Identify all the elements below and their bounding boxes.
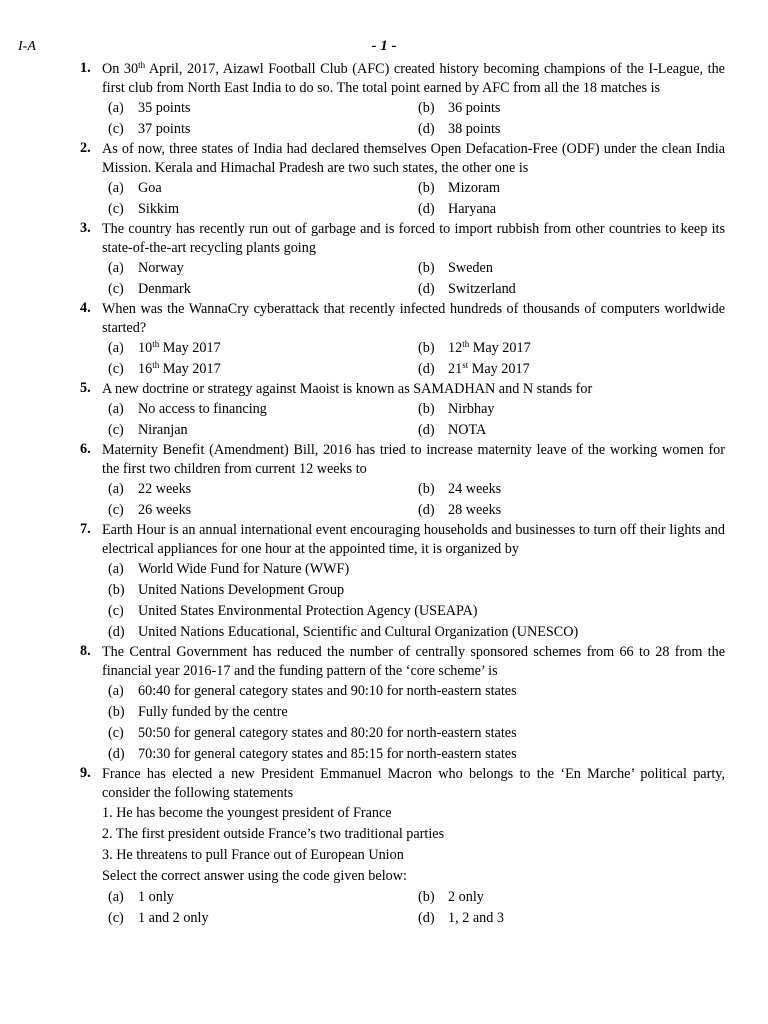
option (418, 500, 728, 521)
option-text: Sikkim (138, 201, 179, 217)
option (418, 119, 728, 140)
option-text: Nirbhay (448, 401, 495, 417)
option-text: 12th May 2017 (448, 339, 531, 356)
option (108, 702, 728, 723)
option (418, 258, 728, 279)
option-text: 21st May 2017 (448, 360, 530, 377)
option-label: (c) (108, 201, 124, 217)
option-label: (c) (108, 725, 124, 741)
option (108, 479, 418, 500)
option (418, 479, 728, 500)
option-text: Goa (138, 180, 162, 196)
option (418, 887, 728, 908)
question-number: 5. (80, 380, 91, 396)
option-label: (b) (108, 582, 125, 598)
option-text: Fully funded by the centre (138, 704, 288, 720)
question-number: 8. (80, 643, 91, 659)
question-text: Earth Hour is an annual international event encouraging households and businesses to turn off their lights and electrical appliances for one hour at the appointed time, it is organized by (102, 522, 725, 557)
option-label: (b) (418, 260, 435, 276)
option-text: Norway (138, 260, 184, 276)
option (418, 420, 728, 441)
option-label: (a) (108, 481, 124, 497)
question-text: A new doctrine or strategy against Maoist is known as SAMADHAN and N stands for (102, 381, 593, 397)
question-number: 2. (80, 140, 91, 156)
option-label: (b) (108, 704, 125, 720)
options (108, 681, 725, 765)
option-label: (d) (418, 201, 435, 217)
option-label: (c) (108, 910, 124, 926)
option (108, 420, 418, 441)
option-text: Mizoram (448, 180, 501, 196)
option-text: World Wide Fund for Nature (WWF) (138, 561, 350, 577)
options (108, 98, 725, 140)
option-label: (d) (418, 121, 435, 137)
question-7 (80, 521, 725, 643)
option-text: Denmark (138, 281, 191, 297)
question-number: 7. (80, 521, 91, 537)
option-text: 60:40 for general category states and 90:10 for north-eastern states (138, 683, 517, 699)
option (108, 887, 418, 908)
option-label: (d) (418, 910, 435, 926)
option-label: (b) (418, 180, 435, 196)
question-3 (80, 220, 725, 300)
question-number: 6. (80, 441, 91, 457)
option-text: 1 and 2 only (138, 910, 209, 926)
options (108, 559, 725, 643)
option (108, 744, 728, 765)
question-text: As of now, three states of India had declared themselves Open Defacation-Free (ODF) under the clean India Mission. Kerala and Himachal Pradesh are two such states, the other one is (102, 141, 725, 176)
question-5 (80, 380, 725, 441)
instruction-text: Select the correct answer using the code given below: (102, 868, 407, 884)
question-text: On 30th April, 2017, Aizawl Football Club (AFC) created history becoming champions of the I-League, the first club from North East India to do so. The total point earned by AFC from all the 18 matches is (102, 60, 725, 96)
option-label: (b) (418, 401, 435, 417)
option (108, 399, 418, 420)
question-2 (80, 140, 725, 220)
option (108, 338, 418, 359)
option-text: 50:50 for general category states and 80:20 for north-eastern states (138, 725, 517, 741)
option-text: United States Environmental Protection Agency (USEAPA) (138, 603, 478, 619)
statement: 3. He threatens to pull France out of European Union (102, 847, 404, 863)
option-text: 2 only (448, 889, 484, 905)
question-text: The Central Government has reduced the number of centrally sponsored schemes from 66 to 28 from the financial year 2016-17 and the funding pattern of the ‘core scheme’ is (102, 644, 725, 679)
option-text: 16th May 2017 (138, 360, 221, 377)
option-label: (a) (108, 340, 124, 356)
question-number: 9. (80, 765, 91, 781)
option-text: 24 weeks (448, 481, 502, 497)
option (108, 98, 418, 119)
statement: 1. He has become the youngest president of France (102, 805, 392, 821)
question-list (80, 60, 725, 929)
question-text: When was the WannaCry cyberattack that recently infected hundreds of thousands of computers worldwide started? (102, 301, 725, 336)
option-label: (b) (418, 481, 435, 497)
option-label: (c) (108, 361, 124, 377)
option (418, 338, 728, 359)
option-text: 38 points (448, 121, 501, 137)
option (418, 279, 728, 300)
question-8 (80, 643, 725, 765)
option-text: Niranjan (138, 422, 188, 438)
option-label: (d) (418, 422, 435, 438)
option-text: NOTA (448, 422, 487, 438)
option-label: (a) (108, 683, 124, 699)
option-label: (a) (108, 180, 124, 196)
paper-code: I-A (18, 39, 36, 54)
option (418, 199, 728, 220)
option (418, 359, 728, 380)
options (108, 887, 725, 929)
options (108, 258, 725, 300)
option (108, 199, 418, 220)
option-text: Haryana (448, 201, 497, 217)
option-text: Sweden (448, 260, 493, 276)
option-label: (c) (108, 422, 124, 438)
option-text: 26 weeks (138, 502, 192, 518)
option-text: 36 points (448, 100, 501, 116)
options (108, 479, 725, 521)
option (108, 500, 418, 521)
option (108, 622, 728, 643)
option-label: (d) (418, 361, 435, 377)
option-label: (d) (418, 281, 435, 297)
option (418, 399, 728, 420)
option-text: 1, 2 and 3 (448, 910, 504, 926)
question-text: France has elected a new President Emmanuel Macron who belongs to the ‘En Marche’ political party, consider the following statements (102, 766, 725, 801)
option-text: 70:30 for general category states and 85:15 for north-eastern states (138, 746, 517, 762)
option-text: 10th May 2017 (138, 339, 221, 356)
option-label: (a) (108, 100, 124, 116)
option (418, 98, 728, 119)
option-label: (a) (108, 561, 124, 577)
option (108, 723, 728, 744)
option-label: (c) (108, 281, 124, 297)
option (108, 258, 418, 279)
options (108, 338, 725, 380)
page-number: - 1 - (371, 38, 397, 54)
option-label: (d) (108, 624, 125, 640)
option (108, 559, 728, 580)
option-label: (c) (108, 502, 124, 518)
options (108, 399, 725, 441)
question-4 (80, 300, 725, 380)
question-9 (80, 765, 725, 929)
option-text: 28 weeks (448, 502, 502, 518)
option-text: United Nations Educational, Scientific and Cultural Organization (UNESCO) (138, 624, 579, 640)
option (418, 908, 728, 929)
option-text: 22 weeks (138, 481, 192, 497)
question-text: The country has recently run out of garbage and is forced to import rubbish from other countries to keep its state-of-the-art recycling plants going (102, 221, 725, 256)
option-label: (b) (418, 340, 435, 356)
option (108, 580, 728, 601)
question-number: 1. (80, 60, 91, 76)
question-number: 3. (80, 220, 91, 236)
option-label: (a) (108, 260, 124, 276)
option (108, 279, 418, 300)
option-label: (b) (418, 889, 435, 905)
option (418, 178, 728, 199)
option-text: United Nations Development Group (138, 582, 345, 598)
option-label: (c) (108, 603, 124, 619)
question-number: 4. (80, 300, 91, 316)
option-label: (b) (418, 100, 435, 116)
option-label: (a) (108, 401, 124, 417)
option-label: (c) (108, 121, 124, 137)
option-text: 37 points (138, 121, 191, 137)
option-label: (d) (108, 746, 125, 762)
option (108, 359, 418, 380)
option (108, 908, 418, 929)
option-label: (d) (418, 502, 435, 518)
option-text: Switzerland (448, 281, 516, 297)
option (108, 178, 418, 199)
option (108, 601, 728, 622)
question-6 (80, 441, 725, 521)
option-text: 1 only (138, 889, 174, 905)
question-text: Maternity Benefit (Amendment) Bill, 2016 has tried to increase maternity leave of the working women for the first two children from current 12 weeks to (102, 442, 725, 477)
option-text: 35 points (138, 100, 191, 116)
question-1 (80, 60, 725, 140)
option-text: No access to financing (138, 401, 267, 417)
statement: 2. The first president outside France’s two traditional parties (102, 826, 445, 842)
option (108, 681, 728, 702)
option (108, 119, 418, 140)
options (108, 178, 725, 220)
option-label: (a) (108, 889, 124, 905)
